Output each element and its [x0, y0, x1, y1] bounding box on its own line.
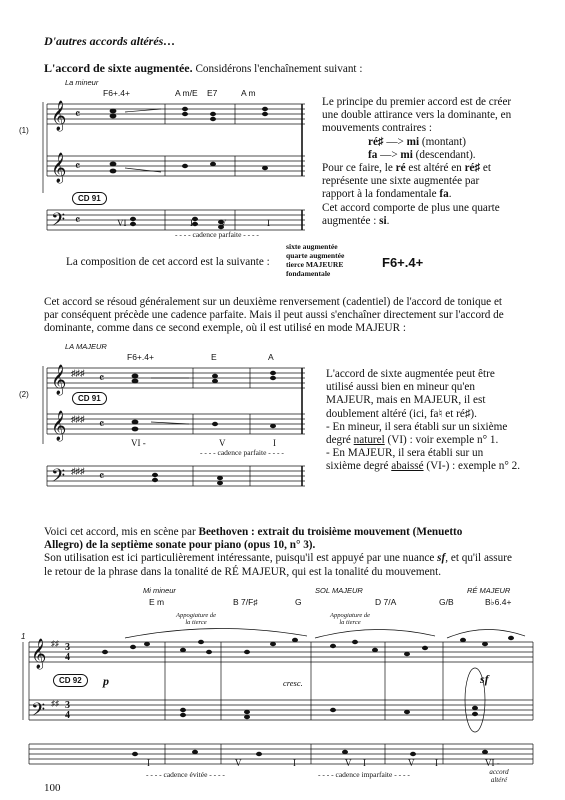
chord-symbol: F6+.4+ [103, 88, 130, 98]
cadence-label: - - - - cadence évitée - - - - [146, 770, 225, 779]
svg-text:𝄞: 𝄞 [51, 411, 67, 440]
text-line: Cet accord comporte de plus une quarte [322, 201, 500, 214]
svg-text:4: 4 [65, 652, 70, 663]
svg-text:𝄞: 𝄞 [51, 153, 67, 182]
svg-text:𝄞: 𝄞 [31, 639, 47, 668]
interval-item: quarte augmentée [286, 251, 345, 260]
svg-text:𝄞: 𝄞 [51, 101, 67, 130]
section-intro-text: Considérons l'enchaînement suivant : [195, 63, 363, 75]
text-line: augmentée : si. [322, 214, 390, 227]
text-line: Son utilisation est ici particulièrement intéressante, puisqu'il est appuyé par une nuance sf, et qu'il assure [44, 552, 512, 565]
svg-text:𝄴: 𝄴 [99, 469, 105, 483]
score-staves [15, 626, 550, 766]
key-label: La mineur [65, 78, 99, 87]
svg-text:𝄞: 𝄞 [51, 365, 67, 394]
movement-line: fa —> mi (descendant). [368, 148, 476, 161]
roman-numeral: V [219, 438, 226, 448]
key-label: LA MAJEUR [65, 342, 107, 351]
svg-text:4: 4 [65, 710, 70, 721]
chord-symbol: G [295, 597, 302, 607]
text-line: rapport à la fondamentale fa. [322, 188, 452, 201]
roman-numeral: V [235, 758, 242, 768]
roman-numeral: V [220, 218, 227, 228]
page-heading: D'autres accords altérés… [44, 34, 176, 48]
svg-text:♯♯♯: ♯♯♯ [71, 368, 85, 378]
text-line: représente une sixte augmentée par [322, 175, 480, 188]
dynamic-marking: cresc. [283, 678, 303, 688]
svg-text:𝄴: 𝄴 [75, 107, 81, 121]
svg-text:𝄴: 𝄴 [99, 371, 105, 385]
example-number: (1) [19, 126, 29, 135]
roman-numeral: VI [117, 218, 127, 228]
text-line: Allegro) de la septième sonate pour piano (opus 10, n° 3). [44, 539, 316, 552]
paragraph-2 [44, 296, 522, 336]
text-line: le retour de la phrase dans la tonalité de RÉ MAJEUR, qui est la tonalité du mouvement. [44, 565, 442, 578]
text-line: sixième degré abaissé (VI-) : exemple n° 2. [326, 460, 520, 473]
text-line: - En mineur, il sera établi sur un sixième [326, 420, 508, 433]
chord-symbol: A [268, 352, 274, 362]
roman-numeral: I [293, 758, 296, 768]
svg-text:𝄴: 𝄴 [75, 213, 81, 227]
interval-item: fondamentale [286, 269, 331, 278]
svg-text:𝄢: 𝄢 [31, 699, 46, 724]
text-line: par conséquent précède une cadence parfaite. Mais il peut aussi s'enchaîner directement sur l'accord de [44, 309, 504, 322]
roman-numeral: I [435, 758, 438, 768]
roman-numeral: I [147, 758, 150, 768]
composition-text: La composition de cet accord est la suivante : [66, 256, 270, 268]
svg-text:3: 3 [65, 642, 70, 653]
text-line: doublement altéré (ici, fa♮ et ré♯). [326, 407, 477, 420]
roman-numeral: V [408, 758, 415, 768]
svg-text:♯♯♯: ♯♯♯ [71, 414, 85, 424]
dynamic-marking: p [103, 674, 109, 688]
text-line: - En MAJEUR, il sera établi sur un [326, 447, 484, 460]
example-number: (2) [19, 390, 29, 399]
roman-numeral: I [363, 758, 366, 768]
movement-line: ré♯ —> mi (montant) [368, 135, 466, 148]
text-line: Voici cet accord, mis en scène par Beethoven : extrait du troisième mouvement (Menuetto [44, 526, 463, 538]
key-label: Mi mineur [143, 586, 176, 595]
cadence-label: - - - - cadence imparfaite - - - - [318, 770, 410, 779]
music-example-2 [15, 342, 310, 492]
svg-text:𝄴: 𝄴 [75, 159, 81, 173]
chord-symbol: E m [149, 597, 165, 607]
chord-symbol: F6+.4+ [127, 352, 154, 362]
annotation: Appogiature de la tierce [175, 612, 216, 626]
roman-numeral: I [267, 218, 270, 228]
composition-list [286, 242, 344, 278]
music-example-1 [15, 78, 310, 250]
score-staves [15, 362, 310, 492]
roman-numeral: I [190, 218, 193, 228]
key-label: SOL MAJEUR [315, 586, 363, 595]
text-line: Le principe du premier accord est de créer [322, 96, 512, 108]
text-line: degré naturel (VI) : voir exemple n° 1. [326, 434, 499, 447]
roman-numeral: VI - [485, 758, 500, 768]
roman-numeral: V [345, 758, 352, 768]
cd-track-badge: CD 91 [72, 192, 107, 205]
text-line: L'accord de sixte augmentée peut être [326, 368, 495, 380]
text-line: une double attirance vers la dominante, en [322, 109, 512, 122]
svg-text:𝄢: 𝄢 [51, 209, 66, 234]
section-intro [44, 62, 362, 76]
svg-text:3: 3 [65, 700, 70, 711]
cd-track-badge: CD 91 [72, 392, 107, 405]
text-line: MAJEUR, mais en MAJEUR, il est [326, 394, 486, 407]
annotation: Appogiature de la tierce [329, 612, 370, 626]
text-line: dominante, comme dans ce second exemple, où il est utilisé en mode MAJEUR : [44, 322, 406, 335]
text-line: Pour ce faire, le ré est altéré en ré♯ et [322, 162, 491, 175]
page-number: 100 [44, 782, 61, 794]
svg-text:♯♯: ♯♯ [51, 699, 59, 708]
chord-symbol: E [211, 352, 217, 362]
chord-symbol: B 7/F♯ [233, 597, 258, 607]
interval-item: sixte augmentée [286, 242, 338, 251]
chord-symbol-main: F6+.4+ [382, 255, 424, 270]
chord-symbol: A m/E [175, 88, 198, 98]
measure-number: 1 [21, 632, 26, 641]
altered-chord-note: accord altéré [489, 768, 509, 784]
key-label: RÉ MAJEUR [467, 586, 511, 595]
chord-symbol: B♭6.4+ [485, 597, 512, 607]
svg-text:𝄴: 𝄴 [99, 417, 105, 431]
chord-symbol: G/B [439, 597, 454, 607]
text-line: Cet accord se résoud généralement sur un deuxième renversement (cadentiel) de l'accord de tonique et [44, 296, 503, 308]
paragraph-4 [44, 526, 522, 579]
svg-text:♯♯♯: ♯♯♯ [71, 466, 85, 476]
score-staves [15, 98, 310, 250]
roman-numeral: VI - [131, 438, 146, 448]
roman-numeral: I [273, 438, 276, 448]
text-line: mouvements contraires : [322, 122, 432, 135]
svg-text:𝄢: 𝄢 [51, 465, 66, 490]
music-example-3 [15, 586, 550, 766]
cd-track-badge: CD 92 [53, 674, 88, 687]
chord-symbol: D 7/A [375, 597, 397, 607]
dynamic-marking: sf [480, 672, 489, 686]
text-line: utilisé aussi bien en mineur qu'en [326, 381, 475, 394]
explanation-2 [326, 368, 522, 474]
section-title: L'accord de sixte augmentée. [44, 61, 193, 75]
chord-symbol: E7 [207, 88, 218, 98]
chord-symbol: A m [241, 88, 256, 98]
cadence-label: - - - - cadence parfaite - - - - [200, 448, 284, 457]
explanation-1 [322, 96, 522, 228]
cadence-label: - - - - cadence parfaite - - - - [175, 230, 259, 239]
interval-item: tierce MAJEURE [286, 260, 344, 269]
svg-text:♯♯: ♯♯ [51, 639, 59, 648]
